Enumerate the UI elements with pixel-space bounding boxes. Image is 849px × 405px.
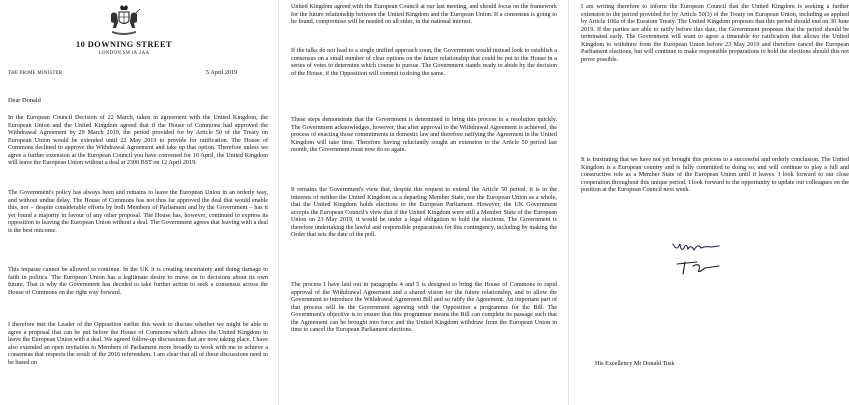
paragraph-8: It remains the Government's view that, despite this request to extend the Article 50 period, it is in the interests of neither the United Kingdom as a departing Member State, nor the European Union as a whole, that the United Kingdom holds elections to the European Parliament. However, the UK Government accepts the European Council's view that if the United Kingdom were still a Member State of the European Union on 23 May 2019, it would be under a legal obligation to hold the elections. The Government is therefore undertaking the lawful and responsible preparations for this contingency, including by making the Order that sets the date of the poll.: [291, 187, 557, 239]
paragraph-10: I am writing therefore to inform the European Council that the United Kingdom is seeking a further extension to the period provided for by Article 50(3) of the Treaty on European Union, including as applied by Article 106a of the Euratom Treaty. The United Kingdom proposes that this period should end on 30 June 2019. If the parties are able to ratify before this date, the Government proposes that the period should be terminated early. The Government will want to agree a timetable for ratification that allows the United Kingdom to withdraw from the European Union before 23 May 2019 and therefore cancel the European Parliament elections, but will continue to make responsible preparations to hold the elections should this not prove possible.: [581, 4, 849, 63]
paragraph-5: United Kingdom agreed with the European Council at our last meeting, and should focus on the framework for the future relationship between the United Kingdom and the European Union. If a consensus is going to be found, compromise will be needed on all sides, in the national interest.: [291, 4, 557, 26]
letter-date: 5 April 2019: [206, 69, 238, 76]
recipient-name: His Excellency Mr Donald Tusk: [595, 361, 675, 367]
address-line-2: LONDON SW1A 2AA: [98, 51, 150, 56]
paragraph-6: If the talks do not lead to a single unified approach soon, the Government would instead look to establish a consensus on a small number of clear options on the future relationship that could be put to the House in a series of votes to determine which course to pursue. The Government stands ready to abide by the decision of the House, if the Opposition will commit to doing the same.: [291, 48, 557, 77]
paragraph-4: I therefore met the Leader of the Opposition earlier this week to discuss whether we might be able to agree a proposal that can be put before the House of Commons which allows the United Kingdom to leave the European Union with a deal. We agreed follow-up discussions that are now taking place. I have also extended an open invitation to Members of Parliament more broadly to work with me to achieve a consensus that respects the result of the 2016 referendum. I am clear that all of these discussions need to be based on: [8, 322, 268, 366]
royal-coat-of-arms-icon: [105, 4, 143, 38]
letter-page-1: [0, 0, 276, 405]
paragraph-1: In the European Council Decision of 22 March, taken in agreement with the United Kingdom, the European Union and the United Kingdom agreed that if the House of Commons had approved the Withdrawal Agreement by 29 March 2019, the period provided for by Article 50 of the Treaty on European Union would be extended until 22 May 2019 to provide for ratification. The House of Commons declined to approve the Withdrawal Agreement and take up that option. Therefore unless we agree a further extension at the European Council you have convened for 10 April, the United Kingdom will leave the European Union without a deal at 2300 BST on 12 April 2019.: [8, 115, 268, 167]
letter-page-2: [278, 0, 567, 405]
paragraph-2: The Government's policy has always been and remains to leave the European Union in an orderly way, and without undue delay. The House of Commons has not thus far approved the deal that would enable this, nor – despite considerable efforts by both Members of Parliament and by the Government – has it yet found a majority in favour of any other proposal. The House has, however, continued to express its opposition to leaving the European Union without a deal. The Government agrees that leaving with a deal is the best outcome.: [8, 190, 268, 234]
handwritten-signature: [671, 238, 721, 278]
paragraph-3: This impasse cannot be allowed to continue. In the UK it is creating uncertainty and doing damage to faith in politics. The European Union has a legitimate desire to move on to decisions about its own future. That is why the Government has decided to take further action to seek a consensus across the House of Commons on the right way forward.: [8, 267, 268, 296]
paragraph-11: It is frustrating that we have not yet brought this process to a successful and orderly conclusion. The United Kingdom is a European country and is fully committed to doing so, and will continue to play a full and constructive role as a Member State of the European Union until it leaves. I look forward to our close cooperation throughout this unique period. I look forward to the opportunity to update our colleagues on the position at the European Council next week.: [581, 157, 849, 194]
salutation: Dear Donald: [8, 97, 41, 104]
paragraph-9: The process I have laid out in paragraphs 4 and 5 is designed to bring the House of Commons to rapid approval of the Withdrawal Agreement and a shared vision for the future relationship, and to allow the Government to introduce the Withdrawal Agreement Bill and so ratify the Agreement. An important part of that process will be the Government agreeing with the Opposition a programme for the Bill. The Government's objective is to ensure that this programme means the Bill can complete its passage such that the Agreement can be brought into force and the United Kingdom withdraw from the European Union in time to cancel the European Parliament elections.: [291, 282, 557, 334]
letter-page-3: [568, 0, 849, 405]
address-line-1: 10 DOWNING STREET: [75, 40, 173, 49]
sender-label: THE PRIME MINISTER: [8, 71, 63, 76]
paragraph-7: These steps demonstrate that the Government is determined to bring this process to a resolution quickly. The Government acknowledges, however, that after approval to the Withdrawal Agreement is achieved, the process of enacting those commitments in domestic law and therefore ratifying the Agreement in the United Kingdom will take time. Therefore having reluctantly sought an extension to the Article 50 period last month, the Government must now do so again.: [291, 117, 557, 154]
